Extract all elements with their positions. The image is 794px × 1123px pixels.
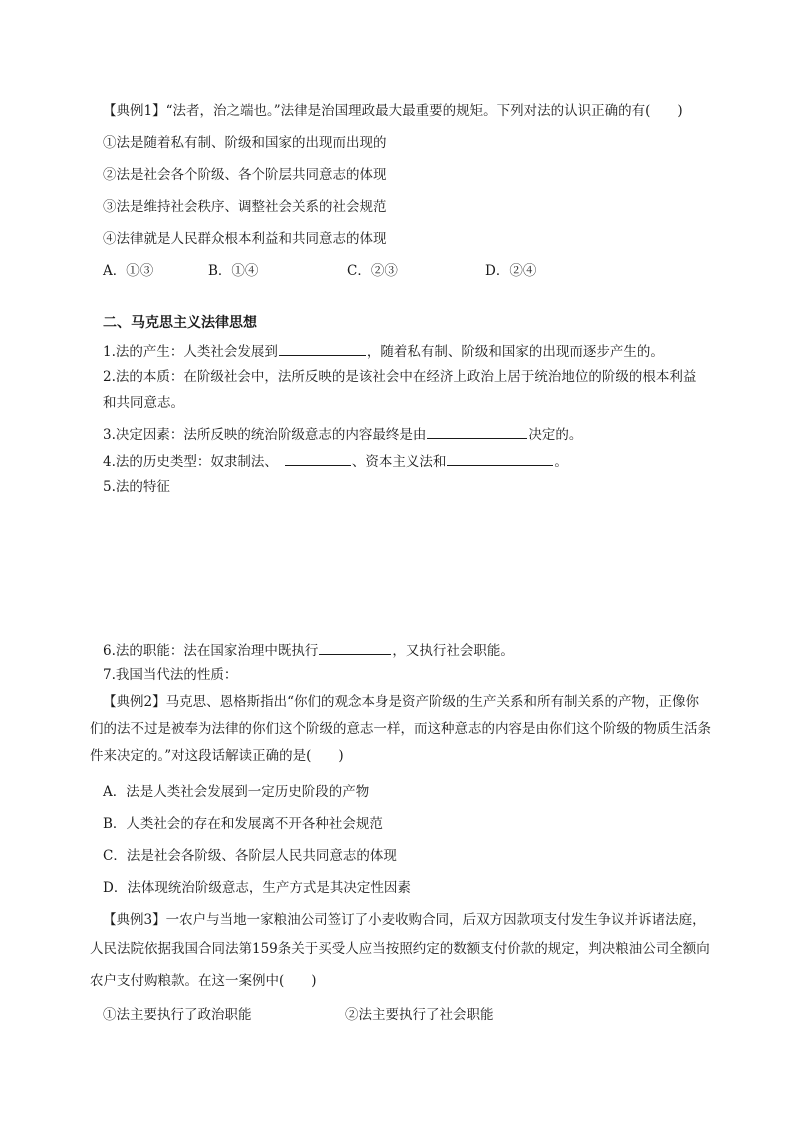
point-1-text: 1.法的产生：人类社会发展到 <box>103 344 278 360</box>
example1-option-b: B．①④ <box>208 263 259 279</box>
example2-line-2: 们的法不过是被奉为法律的你们这个阶级的意志一样，而这种意志的内容是由你们这个阶级的物质生活条 <box>90 721 711 737</box>
answer-blank[interactable] <box>447 451 553 466</box>
example3-item-2: ②法主要执行了社会职能 <box>345 1007 494 1023</box>
example1-option-a: A．①③ <box>103 263 154 279</box>
example1-item-1: ①法是随着私有制、阶级和国家的出现而出现的 <box>103 135 387 151</box>
point-7: 7.我国当代法的性质： <box>103 667 238 683</box>
example3-line-2: 人民法院依据我国合同法第159条关于买受人应当按照约定的数额支付价款的规定，判决粮油公司全额向 <box>90 941 710 957</box>
example1-option-d: D．②④ <box>485 263 537 279</box>
point-3 <box>103 424 582 444</box>
example3-item-1: ①法主要执行了政治职能 <box>103 1007 252 1023</box>
example1-item-4: ④法律就是人民群众根本利益和共同意志的体现 <box>103 231 387 247</box>
point-3-text: 3.决定因素：法所反映的统治阶级意志的内容最终是由 <box>103 427 427 443</box>
point-4-text-end: 。 <box>554 454 568 470</box>
answer-blank[interactable] <box>319 640 391 655</box>
point-1 <box>103 341 664 361</box>
example1-item-3: ③法是维持社会秩序、调整社会关系的社会规范 <box>103 199 387 215</box>
example1-option-c: C．②③ <box>347 263 398 279</box>
point-4-text: 4.法的历史类型：奴隶制法、 <box>103 454 278 470</box>
point-5: 5.法的特征 <box>103 479 170 495</box>
point-1-text-end: ，随着私有制、阶级和国家的出现而逐步产生的。 <box>366 344 664 360</box>
example3-line-3: 农户支付购粮款。在这一案例中( ) <box>90 973 317 989</box>
point-4 <box>103 451 568 471</box>
example2-option-a: A．法是人类社会发展到一定历史阶段的产物 <box>103 784 370 800</box>
point-2-line-1: 2.法的本质：在阶级社会中，法所反映的是该社会中在经济上政治上居于统治地位的阶级的根本利益 <box>103 369 697 385</box>
example2-option-c: C．法是社会各阶级、各阶层人民共同意志的体现 <box>103 848 397 864</box>
section-heading: 二、马克思主义法律思想 <box>103 315 257 331</box>
example2-line-3: 件来决定的。”对这段话解读正确的是( ) <box>90 748 344 764</box>
example2-option-b: B．人类社会的存在和发展离不开各种社会规范 <box>103 816 383 832</box>
example1-question: 【典例1】“法者，治之端也。”法律是治国理政最大最重要的规矩。下列对法的认识正确的有( ) <box>103 103 683 119</box>
point-4-text-mid: 、资本主义法和 <box>351 454 447 470</box>
point-6-text: 6.法的职能：法在国家治理中既执行 <box>103 643 319 659</box>
answer-blank[interactable] <box>279 341 366 356</box>
point-3-text-end: 决定的。 <box>528 427 583 443</box>
point-6-text-end: ，又执行社会职能。 <box>392 643 514 659</box>
example3-line-1: 【典例3】一农户与当地一家粮油公司签订了小麦收购合同，后双方因款项支付发生争议并诉诸法庭， <box>103 912 706 928</box>
example2-option-d: D．法体现统治阶级意志，生产方式是其决定性因素 <box>103 880 411 896</box>
example1-item-2: ②法是社会各个阶级、各个阶层共同意志的体现 <box>103 167 387 183</box>
point-2-line-2: 和共同意志。 <box>103 395 184 411</box>
answer-blank[interactable] <box>427 424 527 439</box>
example2-line-1: 【典例2】马克思、恩格斯指出“你们的观念本身是资产阶级的生产关系和所有制关系的产物，正像你 <box>103 694 699 710</box>
point-6 <box>103 640 514 660</box>
answer-blank[interactable] <box>285 451 351 466</box>
